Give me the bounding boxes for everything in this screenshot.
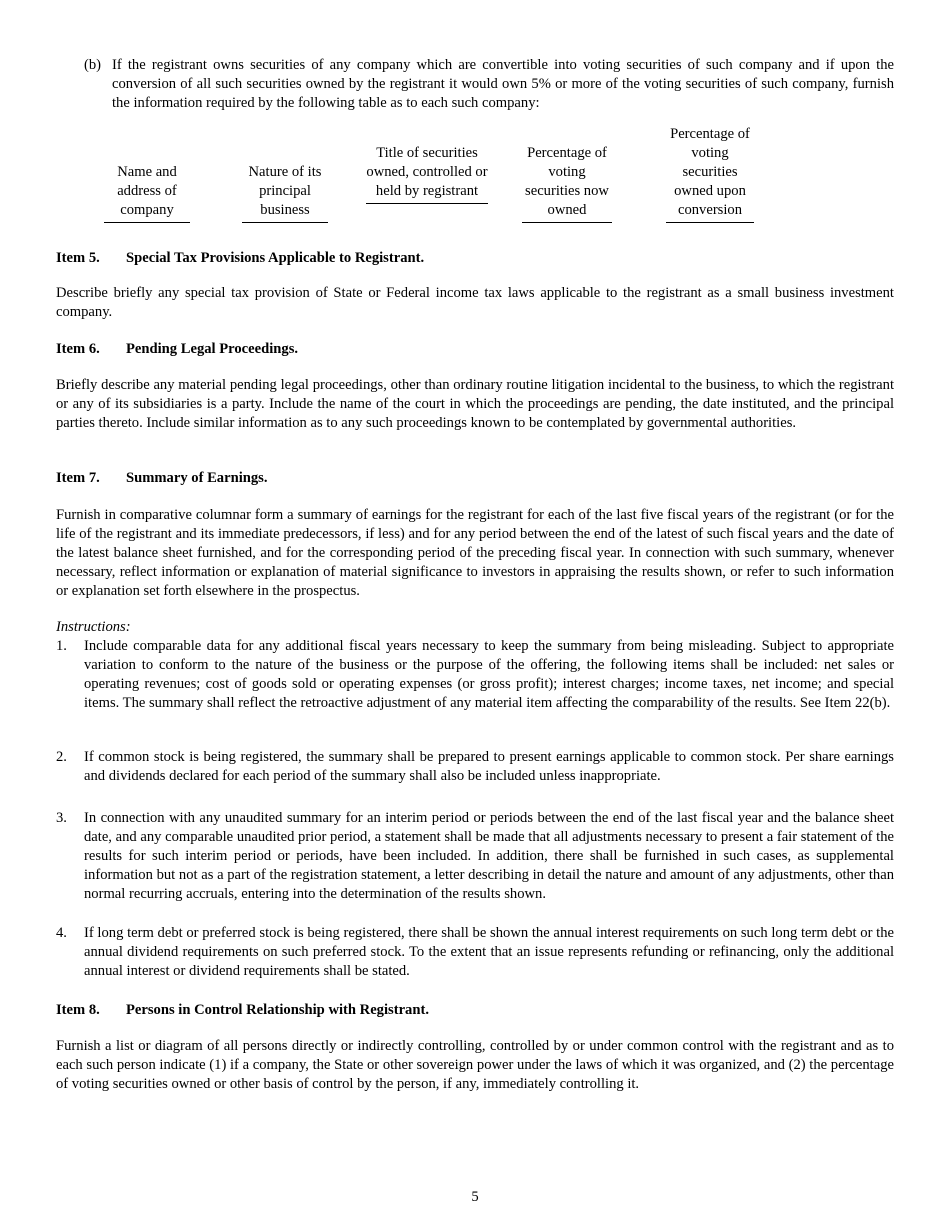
item8-number: Item 8. <box>56 1002 100 1018</box>
table-header-percentage-now: Percentage of voting securities now owned <box>522 144 612 223</box>
table-header-title-securities: Title of securities owned, controlled or held by registrant <box>366 144 488 204</box>
item8-title: Persons in Control Relationship with Registrant. <box>126 1002 429 1018</box>
instruction-1: 1. Include comparable data for any additional fiscal years necessary to keep the summary from being misleading. Subject to appropriate variation to conform to the nature of the business or the purpose of the offering, the following items shall be included: net sales or operating revenues; cost of goods sold or operating expenses (or gross profit); interest charges; income taxes, net income; and special items. The summary shall reflect the retroactive adjustment of any material item affecting the comparability of the results. See Item 22(b). <box>56 638 894 711</box>
item7-body: Furnish in comparative columnar form a summary of earnings for the registrant for each of the last five fiscal years of the registrant (or for the life of the registrant and its immediate predecessors, if less) and for any period between the end of the latest of such fiscal years and the date of the latest balance sheet furnished, and for the corresponding period of the preceding fiscal year. In connection with such summary, whenever necessary, reflect information or explanation of material significance to investors in appraising the results shown, or refer to such information or explanation set forth elsewhere in the prospectus. <box>56 507 894 599</box>
item8-body: Furnish a list or diagram of all persons directly or indirectly controlling, controlled by or under common control with the registrant and as to each such person indicate (1) if a company, the State or other sovereign power under the laws of which it was organized, and (2) the percentage of voting securities owned or other basis of control by the person, if any, immediately controlling it. <box>56 1038 894 1092</box>
item6-heading <box>56 340 298 359</box>
section-b-text: If the registrant owns securities of any company which are convertible into voting securities of such company and if upon the conversion of all such securities owned by the registrant it would own 5% or more of the voting securities of such company, furnish the information required by the following table as to each such company: <box>112 57 894 111</box>
section-b <box>84 56 894 113</box>
instructions-title: Instructions: <box>56 619 131 635</box>
instruction-2: 2. If common stock is being registered, the summary shall be prepared to present earnings applicable to common stock. Per share earnings and dividends declared for each period of the summary shall also be included unless inappropriate. <box>56 749 894 784</box>
instruction-3: 3. In connection with any unaudited summary for an interim period or periods between the end of the last fiscal year and the balance sheet date, and any comparable unaudited prior period, a statement shall be made that all adjustments necessary to present a fair statement of the results for such interim period or periods, have been included. In addition, there shall be furnished in such cases, as supplemental information but not as a part of the registration statement, a letter describing in detail the nature and amount of any adjustments, other than normal recurring accruals, entering into the determination of the results shown. <box>56 810 894 902</box>
item7-heading <box>56 469 268 488</box>
item5-heading <box>56 249 424 268</box>
section-b-label: (b) <box>84 57 102 73</box>
item8-heading <box>56 1001 429 1020</box>
item6-number: Item 6. <box>56 341 100 357</box>
item6-title: Pending Legal Proceedings. <box>126 341 299 357</box>
item7-title: Summary of Earnings. <box>126 470 268 486</box>
item5-body: Describe briefly any special tax provision of State or Federal income tax laws applicable to the registrant as a small business investment company. <box>56 285 894 320</box>
page-number: 5 <box>471 1189 479 1205</box>
table-header-percentage-conversion: Percentage of voting securities owned upon conversion <box>666 125 754 223</box>
item6-body: Briefly describe any material pending legal proceedings, other than ordinary routine litigation incidental to the business, to which the registrant or any of its subsidiaries is a party. Include the name of the court in which the proceedings are pending, the date instituted, and the principal parties thereto. Include similar information as to any such proceedings known to be contemplated by governmental authorities. <box>56 377 894 431</box>
item5-title: Special Tax Provisions Applicable to Registrant. <box>126 250 425 266</box>
table-header-nature-business: Nature of its principal business <box>242 163 328 223</box>
item5-number: Item 5. <box>56 250 100 266</box>
table-header-name-address: Name and address of company <box>104 163 190 223</box>
instruction-4: 4. If long term debt or preferred stock is being registered, there shall be shown the annual interest requirements on such long term debt or the annual dividend requirements on such preferred stock. To the extent that an issue represents refunding or refinancing, only the additional annual interest or dividend requirements shall be stated. <box>56 925 894 979</box>
item7-number: Item 7. <box>56 470 100 486</box>
